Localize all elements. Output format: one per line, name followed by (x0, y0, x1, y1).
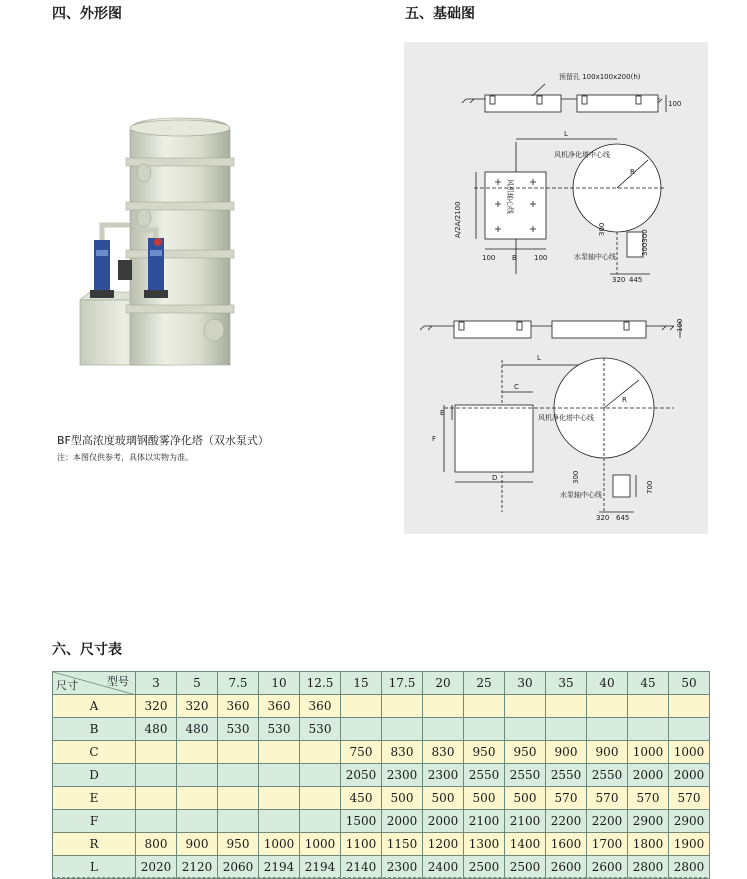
label-C: C (514, 383, 519, 391)
table-cell (177, 787, 218, 810)
table-row (53, 718, 710, 741)
label-tower-center-bottom: 风机净化塔中心线 (538, 414, 594, 422)
corner-size-label: 尺寸 (56, 679, 78, 692)
table-cell (136, 741, 177, 764)
table-cell: 2550 (505, 764, 546, 787)
table-cell: 2140 (341, 856, 382, 879)
table-cell: 2900 (669, 810, 710, 833)
section-title-appearance: 四、外形图 (52, 6, 122, 22)
label-L-top: L (564, 130, 568, 138)
model-header-cell: 45 (628, 672, 669, 695)
label-D: D (492, 474, 498, 482)
table-cell: 480 (136, 718, 177, 741)
table-cell: 1700 (587, 833, 628, 856)
label-F: F (432, 435, 437, 443)
table-cell: 320 (177, 695, 218, 718)
table-cell: 1000 (628, 741, 669, 764)
label-depth-100-mid: 100 (676, 318, 684, 332)
table-cell (382, 695, 423, 718)
row-label-cell: R (53, 833, 136, 856)
label-E: E (440, 409, 445, 417)
table-cell: 500 (505, 787, 546, 810)
label-R-bottom: R (622, 396, 627, 404)
table-cell (218, 787, 259, 810)
table-corner-cell (53, 672, 136, 695)
table-cell: 2200 (587, 810, 628, 833)
table-header-row (53, 672, 710, 695)
table-cell (423, 695, 464, 718)
table-cell: 360 (218, 695, 259, 718)
table-cell: 360 (300, 695, 341, 718)
table-cell: 2600 (587, 856, 628, 879)
table-cell: 2000 (382, 810, 423, 833)
label-R-top: R (630, 168, 635, 176)
table-cell: 2550 (464, 764, 505, 787)
table-cell: 1000 (259, 833, 300, 856)
table-cell: 900 (587, 741, 628, 764)
table-cell (341, 718, 382, 741)
label-fan-axis: 风机轴心线 (506, 179, 514, 214)
table-cell: 530 (300, 718, 341, 741)
table-row (53, 764, 710, 787)
table-row (53, 741, 710, 764)
table-cell: 2000 (628, 764, 669, 787)
table-cell: 830 (382, 741, 423, 764)
table-cell: 2100 (505, 810, 546, 833)
table-cell: 950 (505, 741, 546, 764)
table-cell (341, 695, 382, 718)
table-cell: 2060 (218, 856, 259, 879)
table-cell (259, 787, 300, 810)
model-header-cell: 20 (423, 672, 464, 695)
table-cell: 2300 (382, 764, 423, 787)
table-cell (382, 718, 423, 741)
bottom-divider (52, 877, 707, 878)
table-row (53, 787, 710, 810)
table-cell: 570 (669, 787, 710, 810)
row-label-cell: E (53, 787, 136, 810)
label-pump-axis-bottom: 水泵轴中心线 (560, 491, 602, 499)
table-cell: 1200 (423, 833, 464, 856)
table-cell: 2200 (546, 810, 587, 833)
table-cell (669, 695, 710, 718)
table-cell: 750 (341, 741, 382, 764)
label-100-right: 100 (534, 254, 548, 262)
row-label-cell: F (53, 810, 136, 833)
table-cell: 950 (464, 741, 505, 764)
label-320-top: 320 (612, 276, 626, 284)
table-cell (628, 718, 669, 741)
label-700: 700 (646, 480, 654, 494)
model-header-cell: 35 (546, 672, 587, 695)
table-cell: 1500 (341, 810, 382, 833)
table-cell: 1000 (300, 833, 341, 856)
table-cell (218, 810, 259, 833)
table-cell (546, 695, 587, 718)
table-cell (218, 764, 259, 787)
label-445: 445 (629, 276, 643, 284)
table-cell: 1300 (464, 833, 505, 856)
table-cell: 500 (464, 787, 505, 810)
table-cell: 1100 (341, 833, 382, 856)
model-header-cell: 10 (259, 672, 300, 695)
table-cell (546, 718, 587, 741)
foundation-drawing (404, 42, 708, 534)
table-cell (587, 695, 628, 718)
table-cell: 900 (177, 833, 218, 856)
table-cell: 2900 (628, 810, 669, 833)
table-cell: 2000 (423, 810, 464, 833)
table-cell: 500 (423, 787, 464, 810)
table-cell (423, 718, 464, 741)
model-header-cell: 30 (505, 672, 546, 695)
section-title-dimensions: 六、尺寸表 (52, 642, 122, 658)
model-header-cell: 17.5 (382, 672, 423, 695)
table-cell: 450 (341, 787, 382, 810)
table-cell (587, 718, 628, 741)
model-header-cell: 7.5 (218, 672, 259, 695)
table-cell: 2300 (382, 856, 423, 879)
table-cell: 2194 (300, 856, 341, 879)
table-cell: 1150 (382, 833, 423, 856)
table-cell: 2000 (669, 764, 710, 787)
table-cell (505, 695, 546, 718)
table-cell: 570 (587, 787, 628, 810)
table-cell: 2120 (177, 856, 218, 879)
table-cell: 1600 (546, 833, 587, 856)
table-cell: 2194 (259, 856, 300, 879)
table-cell: 2550 (587, 764, 628, 787)
table-cell (300, 787, 341, 810)
row-label-cell: A (53, 695, 136, 718)
model-header-cell: 15 (341, 672, 382, 695)
table-cell (300, 764, 341, 787)
table-cell: 320 (136, 695, 177, 718)
table-cell (136, 764, 177, 787)
table-cell: 830 (423, 741, 464, 764)
label-300-bottom: 300 (572, 470, 580, 484)
product-photo (60, 110, 260, 400)
label-100-left: 100 (482, 254, 496, 262)
table-cell (259, 741, 300, 764)
table-cell: 2300 (423, 764, 464, 787)
row-label-cell: D (53, 764, 136, 787)
table-cell: 2800 (628, 856, 669, 879)
label-depth-100: 100 (668, 100, 682, 108)
label-L-bottom: L (537, 354, 541, 362)
table-cell: 570 (546, 787, 587, 810)
table-cell: 1000 (669, 741, 710, 764)
table-row (53, 695, 710, 718)
table-cell: 900 (546, 741, 587, 764)
model-header-cell: 50 (669, 672, 710, 695)
table-cell (259, 810, 300, 833)
table-cell (464, 718, 505, 741)
table-cell (177, 810, 218, 833)
label-pump-axis-top: 水泵轴中心线 (574, 253, 616, 261)
model-header-cell: 5 (177, 672, 218, 695)
row-label-cell: B (53, 718, 136, 741)
table-row (53, 833, 710, 856)
model-header-cell: 3 (136, 672, 177, 695)
table-cell: 2800 (669, 856, 710, 879)
table-cell: 530 (218, 718, 259, 741)
model-header-cell: 40 (587, 672, 628, 695)
table-cell: 1800 (628, 833, 669, 856)
label-645: 645 (616, 514, 630, 522)
table-row (53, 810, 710, 833)
label-reserved-hole: 预留孔 100x100x200(h) (559, 73, 641, 81)
table-row (53, 856, 710, 879)
label-320-bottom: 320 (596, 514, 610, 522)
table-cell (136, 787, 177, 810)
corner-model-label: 型号 (107, 675, 129, 688)
table-cell: 530 (259, 718, 300, 741)
table-cell: 1400 (505, 833, 546, 856)
table-cell: 2100 (464, 810, 505, 833)
section-title-foundation: 五、基础图 (405, 6, 475, 22)
product-note: 注：本图仅供参考，具体以实物为准。 (57, 453, 193, 462)
table-cell (300, 741, 341, 764)
row-label-cell: C (53, 741, 136, 764)
table-cell (628, 695, 669, 718)
label-B: B (512, 254, 517, 262)
table-cell (136, 810, 177, 833)
table-cell: 2020 (136, 856, 177, 879)
table-cell (300, 810, 341, 833)
table-cell (177, 741, 218, 764)
table-cell (218, 741, 259, 764)
label-300-300: 300300 (641, 229, 649, 256)
table-cell: 2600 (546, 856, 587, 879)
table-cell: 950 (218, 833, 259, 856)
table-cell (259, 764, 300, 787)
table-cell: 800 (136, 833, 177, 856)
row-label-cell: L (53, 856, 136, 879)
table-cell: 360 (259, 695, 300, 718)
dimension-table (52, 671, 710, 879)
table-cell: 500 (382, 787, 423, 810)
table-cell: 2500 (464, 856, 505, 879)
model-header-cell: 25 (464, 672, 505, 695)
table-cell (177, 764, 218, 787)
table-cell: 2050 (341, 764, 382, 787)
table-cell (669, 718, 710, 741)
label-A-vertical: A/2A/2100 (454, 201, 462, 238)
label-300-top: 300 (598, 222, 606, 236)
model-header-cell: 12.5 (300, 672, 341, 695)
product-caption: BF型高浓度玻璃钢酸雾净化塔（双水泵式） (57, 434, 269, 447)
table-cell (464, 695, 505, 718)
table-cell: 2500 (505, 856, 546, 879)
table-cell: 1900 (669, 833, 710, 856)
label-tower-center-top: 风机净化塔中心线 (554, 151, 610, 159)
table-cell: 2400 (423, 856, 464, 879)
table-cell: 570 (628, 787, 669, 810)
table-cell: 480 (177, 718, 218, 741)
table-cell: 2550 (546, 764, 587, 787)
table-cell (505, 718, 546, 741)
